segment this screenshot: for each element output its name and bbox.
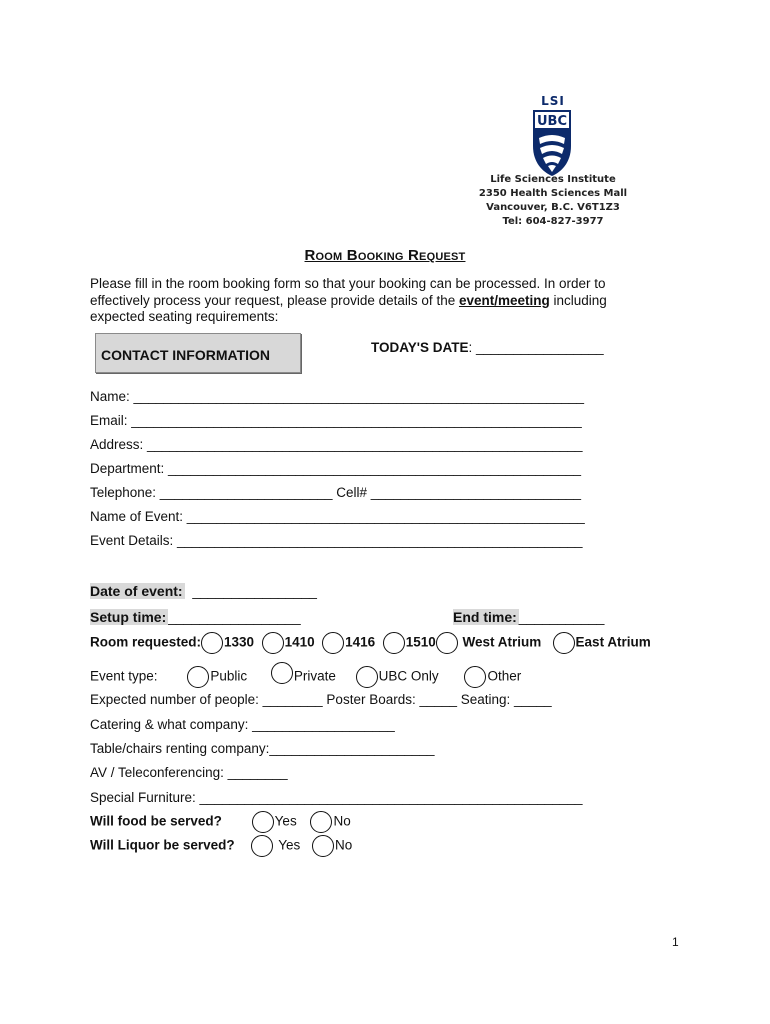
liquor-served-row	[90, 835, 352, 857]
ubc-shield-icon	[531, 108, 573, 178]
event-type-row	[90, 666, 521, 688]
event-type-option-label: Private	[293, 668, 336, 684]
date-of-event-field[interactable]	[90, 583, 317, 599]
radio-liquor-yes[interactable]	[251, 835, 273, 857]
radio-event-other[interactable]	[464, 666, 486, 688]
event-type-label: Event type:	[90, 668, 158, 684]
address-field[interactable]: Address: __________________________________________________________	[90, 437, 583, 452]
address-line: Tel: 604-827-3977	[502, 216, 604, 227]
date-of-event-label: Date of event:	[90, 583, 183, 599]
room-option-label: 1510	[405, 634, 436, 650]
telephone-cell-field[interactable]: Telephone: _______________________ Cell# ____________________________	[90, 485, 581, 500]
radio-room-1510[interactable]	[383, 632, 405, 654]
intro-highlight: event/meeting	[458, 292, 550, 308]
setup-time-label: Setup time:	[90, 609, 167, 625]
radio-room-west-atrium[interactable]	[436, 632, 458, 654]
radio-event-private[interactable]	[271, 662, 293, 684]
liquor-served-label: Will Liquor be served?	[90, 837, 235, 853]
radio-food-no[interactable]	[310, 811, 332, 833]
institute-address	[470, 173, 636, 229]
address-line: Life Sciences Institute	[490, 174, 616, 185]
email-field[interactable]: Email: ____________________________________________________________	[90, 413, 582, 428]
department-field[interactable]: Department: _______________________________________________________	[90, 461, 581, 476]
event-details-field[interactable]: Event Details: ______________________________________________________	[90, 533, 583, 548]
special-furniture-field[interactable]: Special Furniture: ___________________________________________________	[90, 790, 583, 805]
address-line: 2350 Health Sciences Mall	[478, 188, 628, 199]
date-of-event-blank[interactable]: ________________	[192, 583, 317, 599]
intro-text: Please fill in the room booking form so that your booking can be processed. In order to effectively process your request, please provide details of the	[90, 276, 606, 308]
todays-date-field[interactable]	[371, 340, 604, 355]
event-type-option-label: Public	[210, 668, 248, 684]
setup-time-blank[interactable]: _________________	[168, 609, 301, 625]
radio-event-public[interactable]	[187, 666, 209, 688]
room-requested-label: Room requested:	[90, 634, 202, 650]
end-time-label: End time:	[453, 609, 517, 625]
expected-people-field[interactable]: Expected number of people: ________ Poster Boards: _____ Seating: _____	[90, 692, 552, 707]
lsi-ubc-logo	[531, 94, 575, 181]
room-option-label: 1330	[224, 634, 255, 650]
todays-date-label: TODAY'S DATE	[371, 340, 469, 355]
room-option-label: West Atrium	[462, 634, 542, 650]
radio-room-1416[interactable]	[322, 632, 344, 654]
food-no-label: No	[333, 813, 351, 829]
liquor-no-label: No	[334, 837, 353, 853]
event-type-option-label: UBC Only	[378, 668, 439, 684]
radio-food-yes[interactable]	[252, 811, 274, 833]
end-time-field[interactable]	[453, 609, 604, 625]
intro-text: including expected seating requirements:	[90, 292, 607, 324]
room-option-label: 1410	[284, 634, 315, 650]
setup-time-field[interactable]	[90, 609, 301, 625]
name-field[interactable]: Name: ____________________________________________________________	[90, 389, 584, 404]
radio-room-1330[interactable]	[201, 632, 223, 654]
radio-liquor-no[interactable]	[312, 835, 334, 857]
contact-heading-text: CONTACT INFORMATION	[101, 347, 271, 363]
catering-field[interactable]: Catering & what company: ___________________	[90, 717, 395, 732]
page-title: Room Booking Request	[304, 247, 466, 264]
room-option-label: 1416	[345, 634, 376, 650]
radio-room-east-atrium[interactable]	[553, 632, 575, 654]
food-served-row	[90, 811, 351, 833]
food-yes-label: Yes	[274, 813, 297, 829]
page-number: 1	[672, 935, 679, 949]
radio-event-ubc-only[interactable]	[356, 666, 378, 688]
radio-room-1410[interactable]	[262, 632, 284, 654]
contact-information-heading	[95, 333, 301, 373]
end-time-blank[interactable]: ___________	[518, 609, 605, 625]
event-name-field[interactable]: Name of Event: _____________________________________________________	[90, 509, 585, 524]
food-served-label: Will food be served?	[90, 813, 222, 829]
liquor-yes-label: Yes	[278, 837, 301, 853]
table-chairs-field[interactable]: Table/chairs renting company:______________________	[90, 741, 435, 756]
room-requested-row	[90, 632, 651, 654]
intro-paragraph	[90, 276, 650, 326]
logo-ubc-text: UBC	[536, 114, 568, 129]
address-line: Vancouver, B.C. V6T1Z3	[486, 202, 620, 213]
todays-date-blank[interactable]: : _________________	[468, 340, 604, 355]
av-teleconferencing-field[interactable]: AV / Teleconferencing: ________	[90, 765, 288, 780]
logo-lsi-text: LSI	[541, 94, 565, 108]
event-type-option-label: Other	[487, 668, 522, 684]
room-option-label: East Atrium	[575, 634, 651, 650]
